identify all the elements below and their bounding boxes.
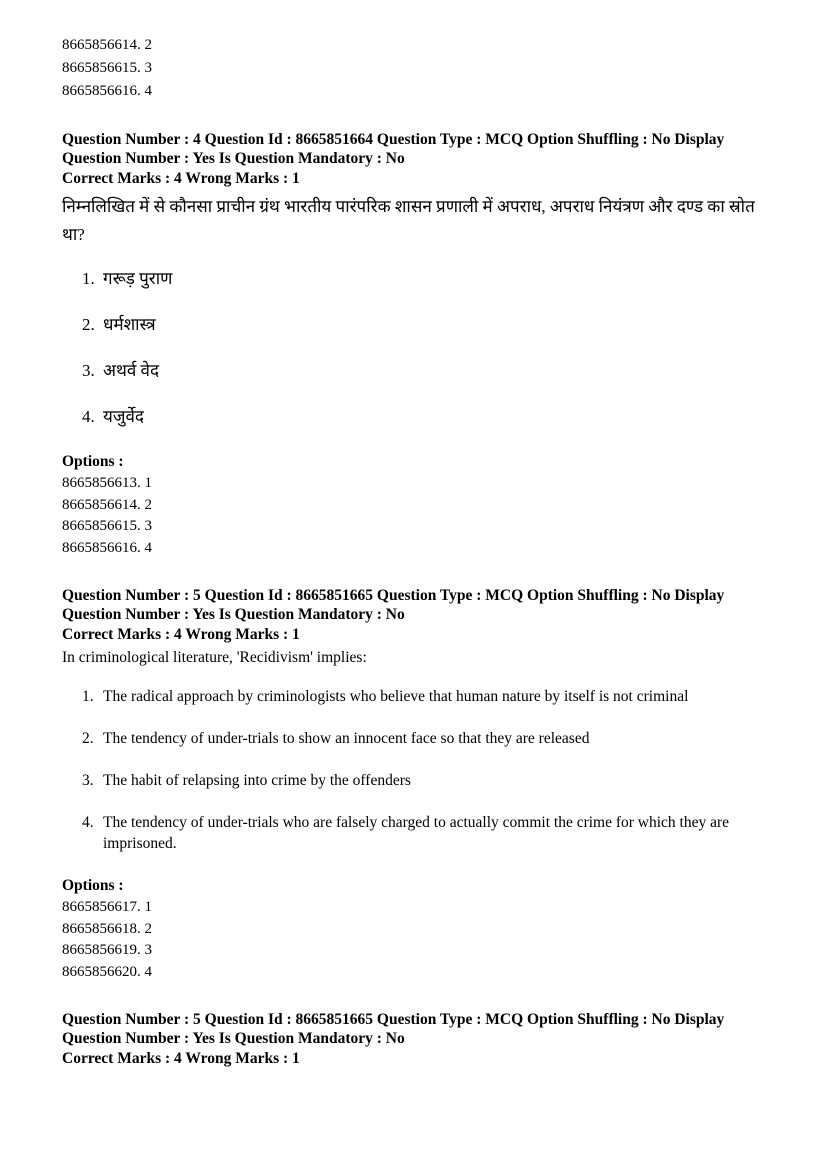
question-text: निम्नलिखित में से कौनसा प्राचीन ग्रंथ भारतीय पारंपरिक शासन प्रणाली में अपराध, अपराध नियंत्रण और दण्ड का स्रोत था? (62, 197, 755, 244)
choice-number: 1. (82, 269, 95, 288)
choice-list (62, 686, 760, 854)
choice-number: 2. (82, 730, 94, 747)
choice-item (82, 267, 760, 291)
choice-item (82, 359, 760, 383)
choice-text: The tendency of under-trials who are falsely charged to actually commit the crime for which they are imprisoned. (103, 814, 730, 852)
choice-text: गरूड़ पुराण (103, 269, 173, 288)
choice-number: 1. (82, 688, 94, 705)
option-id-line: 8665856615. 3 (62, 518, 152, 534)
choice-item (82, 770, 760, 791)
question-header: Question Number : 5 Question Id : 8665851665 Question Type : MCQ Option Shuffling : No Display Question Number : Yes Is Question Mandatory : No (62, 587, 725, 623)
marks-line: Correct Marks : 4 Wrong Marks : 1 (62, 170, 300, 187)
option-id-line: 8665856616. 4 (62, 83, 152, 99)
question-header: Question Number : 5 Question Id : 8665851665 Question Type : MCQ Option Shuffling : No Display Question Number : Yes Is Question Mandatory : No (62, 1011, 725, 1047)
options-label: Options : (62, 877, 124, 894)
choice-item (82, 686, 760, 707)
marks-line: Correct Marks : 4 Wrong Marks : 1 (62, 1050, 300, 1067)
choice-item (82, 405, 760, 429)
option-id-line: 8665856614. 2 (62, 496, 152, 513)
question-text: In criminological literature, 'Recidivism' implies: (62, 649, 367, 666)
option-id-line: 8665856617. 1 (62, 899, 152, 915)
option-id-list (62, 473, 760, 559)
choice-list (62, 267, 760, 429)
previous-question-option-ids (62, 34, 760, 103)
question-5-block (62, 586, 760, 983)
choice-item (82, 313, 760, 337)
choice-text: The habit of relapsing into crime by the offenders (103, 772, 411, 789)
choice-text: The radical approach by criminologists who believe that human nature by itself is not criminal (103, 688, 689, 705)
option-id-line: 8665856620. 4 (62, 963, 152, 980)
option-id-list (62, 897, 760, 983)
choice-number: 3. (82, 772, 94, 789)
question-4-block (62, 130, 760, 559)
choice-text: The tendency of under-trials to show an innocent face so that they are released (103, 730, 590, 747)
question-header: Question Number : 4 Question Id : 8665851664 Question Type : MCQ Option Shuffling : No Display Question Number : Yes Is Question Mandatory : No (62, 131, 725, 167)
choice-item (82, 728, 760, 749)
choice-number: 4. (82, 407, 95, 426)
options-label: Options : (62, 453, 124, 470)
choice-number: 2. (82, 315, 95, 334)
choice-text: यजुर्वेद (103, 407, 144, 426)
choice-item (82, 812, 760, 854)
next-question-header-block (62, 1010, 760, 1069)
option-id-line: 8665856614. 2 (62, 37, 152, 53)
option-id-line: 8665856613. 1 (62, 475, 152, 491)
option-id-line: 8665856615. 3 (62, 60, 152, 76)
option-id-line: 8665856616. 4 (62, 539, 152, 556)
choice-number: 4. (82, 814, 94, 831)
choice-number: 3. (82, 361, 95, 380)
choice-text: धर्मशास्त्र (103, 315, 156, 334)
marks-line: Correct Marks : 4 Wrong Marks : 1 (62, 626, 300, 643)
option-id-line: 8665856618. 2 (62, 920, 152, 937)
choice-text: अथर्व वेद (103, 361, 160, 380)
option-id-line: 8665856619. 3 (62, 942, 152, 958)
